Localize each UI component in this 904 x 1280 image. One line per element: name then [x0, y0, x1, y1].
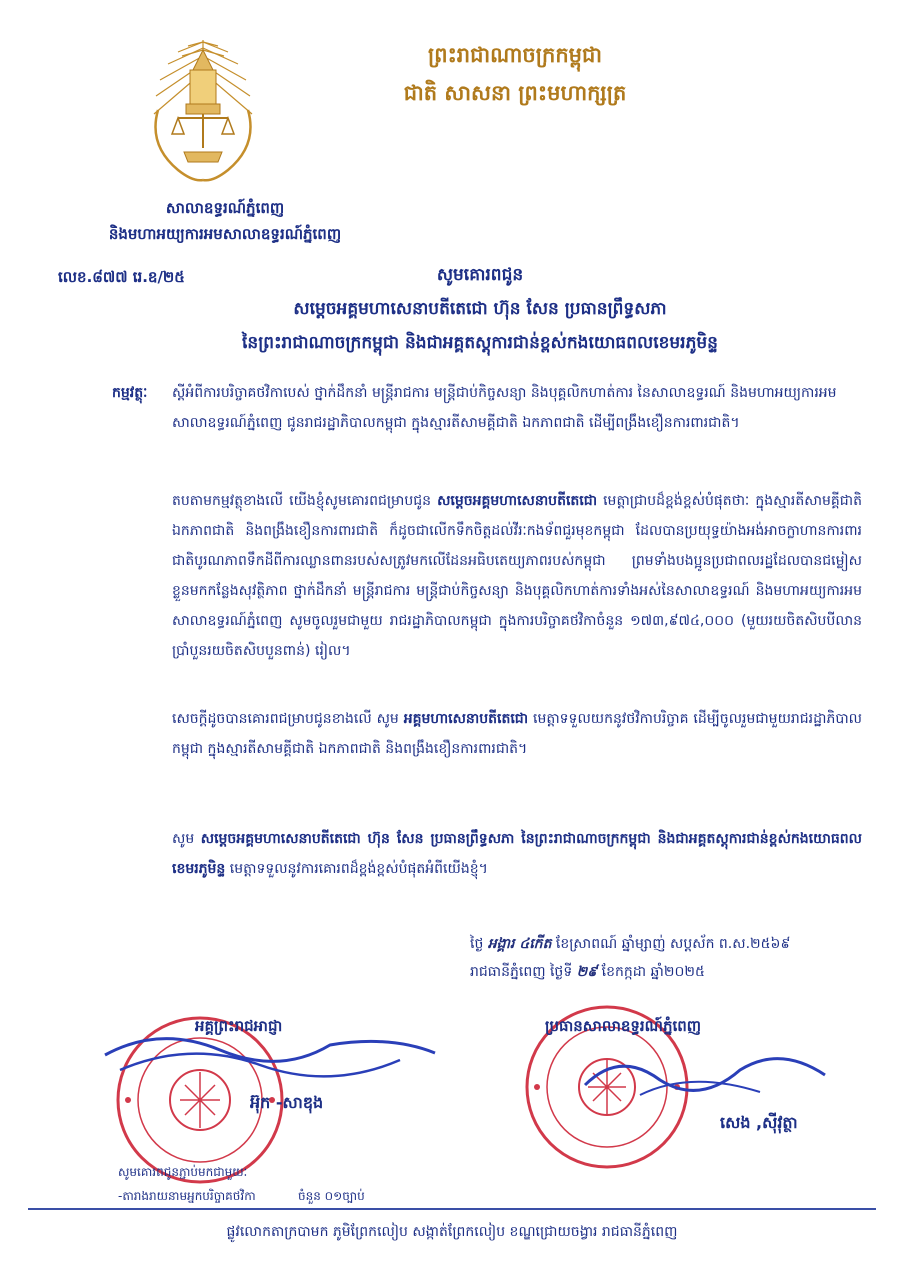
national-motto: ជាតិ សាសនា ព្រះមហាក្សត្រ — [403, 81, 627, 105]
reference-number: លេខ.៨៧៧ រេ.ឧ/២៥ — [58, 268, 185, 286]
addressee-block — [120, 258, 840, 360]
body-paragraph-1 — [172, 486, 862, 666]
greeting: សូមគោរពជូន — [436, 265, 524, 285]
left-signature-icon — [100, 1015, 440, 1085]
lunar-prefix: ថ្ងៃ — [470, 936, 484, 952]
p1-bold: សម្តេចអគ្គមហាសេនាបតីតេជោ — [437, 493, 598, 509]
solar-rest: ខែកក្កដា ឆ្នាំ២០២៥ — [601, 964, 705, 980]
kingdom-heading — [360, 36, 670, 112]
subject-text: ស្ដីអំពីការបរិច្ចាគថវិកាបេស់ ថ្នាក់ដឹកនាំ មន្ត្រីរាជការ មន្ត្រីជាប់កិច្ចសន្យា និងបុគ្គលិកហាត់ការ នៃសាលាឧទ្ធរណ៍ និងមហាអយ្យការអមសាលាឧទ្ធរណ៍ភ្នំពេញ ជូនរាជរដ្ឋាភិបាលកម្ពុជា ក្នុងស្មារតីសាមគ្គីជាតិ ឯកភាពជាតិ ដើម្បីពង្រឹងខឿនការពារជាតិ។ — [172, 385, 837, 431]
office-line-1: សាលាឧទ្ធរណ៍ភ្នំពេញ — [165, 199, 285, 217]
right-signature-icon — [580, 1040, 830, 1110]
p3-text-before: សូម — [172, 831, 201, 847]
attachment-count: ចំនួន ០១ច្បាប់ — [298, 1189, 365, 1203]
office-line-2: និងមហាអយ្យការអមសាលាឧទ្ធរណ៍ភ្នំពេញ — [108, 225, 342, 243]
body-paragraph-3 — [172, 824, 862, 884]
p1-text-after: មេត្តាជ្រាបដ៏ខ្ពង់ខ្ពស់បំផុតថាៈ ក្នុងស្មារតីសាមគ្គីជាតិ ឯកភាពជាតិ និងពង្រឹងខឿនការពារជាតិ ក៏ដូចជាលើកទឹកចិត្តដល់វីរៈកងទ័ពជួរមុខកម្ពុជា ដែលបានប្រយុទ្ធយ៉ាងអង់អាចក្លាហានការពារជាតិបូរណភាពទឹកដីពីការឈ្លានពានរបស់សត្រូវមកលើដែនអធិបតេយ្យភាពរបស់កម្ពុជា ព្រមទាំងបងប្អូនប្រជាពលរដ្ឋដែលបានជម្លៀសខ្លួនមកកន្លែងសុវត្ថិភាព ថ្នាក់ដឹកនាំ មន្ត្រីរាជការ មន្ត្រីជាប់កិច្ចសន្យា និងបុគ្គលិកហាត់ការទាំងអស់នៃសាលាឧទ្ធរណ៍ និងមហាអយ្យការអមសាលាឧទ្ធរណ៍ភ្នំពេញ សូមចូលរួមជាមួយ រាជរដ្ឋាភិបាលកម្ពុជា ក្នុងការបរិច្ចាគថវិកាចំនួន ១៧៣,៩៧៤,០០០ (មួយរយចិតសិបបីលាន ប្រាំបួនរយចិតសិបបួនពាន់) រៀល។ — [172, 493, 862, 659]
right-signatory-title: ប្រធានសាលាឧទ្ធរណ៍ភ្នំពេញ — [545, 1017, 702, 1035]
solar-prefix: រាជធានីភ្នំពេញ ថ្ងៃទី — [470, 964, 573, 980]
addressee-name: សម្តេចអគ្គមហាសេនាបតីតេជោ ហ៊ុន សែន ប្រធានព្រឹទ្ធសភា — [293, 299, 667, 319]
left-signatory-name: អ៊ុក -សាឌុង — [250, 1093, 324, 1112]
p3-bold: សម្តេចអគ្គមហាសេនាបតីតេជោ ហ៊ុន សែន ប្រធានព្រឹទ្ធសភា នៃព្រះរាជាណាចក្រកម្ពុជា និងជាអគ្គតស្ដុការជាន់ខ្ពស់កងយោធពលខេមរភូមិន្ទ — [172, 831, 862, 877]
body-paragraph-2 — [172, 704, 862, 764]
left-signatory-title: អគ្គព្រះរាជអាជ្ញា — [195, 1017, 283, 1035]
solar-date — [470, 958, 870, 986]
addressee-title: នៃព្រះរាជាណាចក្រកម្ពុជា និងជាអគ្គតស្ដុការជាន់ខ្ពស់កងយោធពលខេមរភូមិន្ទ — [242, 333, 718, 353]
p2-text-after: មេត្តាទទួលយកនូវថវិកាបរិច្ចាគ ដើម្បីចូលរួមជាមួយរាជរដ្ឋាភិបាលកម្ពុជា ក្នុងស្មារតីសាមគ្គីជាតិ ឯកភាពជាតិ និងពង្រឹងខឿនការពារជាតិ។ — [172, 711, 862, 757]
subject-label: កម្មវត្ថុៈ — [112, 385, 148, 401]
issuing-office — [70, 195, 380, 247]
lunar-rest: ខែស្រាពណ៍ ឆ្នាំម្សាញ់ សប្តស័ក ព.ស.២៥៦៩ — [555, 936, 791, 952]
p3-text-after: មេត្តាទទួលនូវការគោរពដ៏ខ្ពង់ខ្ពស់បំផុតអំពីយើងខ្ញុំ។ — [225, 861, 488, 877]
p2-text-before: សេចក្ដីដូចបានគោរពជម្រាបជូនខាងលើ សូម — [172, 711, 404, 727]
attachment-note — [118, 1160, 365, 1208]
subject-block — [112, 378, 862, 438]
attachment-label: សូមគោរពជូនភ្ជាប់មកជាមួយៈ — [118, 1165, 248, 1179]
p1-text-before: តបតាមកម្មវត្ថុខាងលើ យើងខ្ញុំសូមគោរពជម្រាបជូន — [172, 493, 438, 509]
right-signatory-name: សេង ,ស៊ីវុត្ថា — [720, 1113, 798, 1132]
solar-handwritten: ២៩ — [576, 964, 598, 980]
p2-bold: អគ្គមហាសេនាបតីតេជោ — [403, 711, 529, 727]
footer-address: ផ្លូវលោកតាក្របាមក ភូមិព្រែកលៀប សង្កាត់ព្រែកលៀប ខណ្ឌជ្រោយចង្វារ រាជធានីភ្នំពេញ — [226, 1224, 678, 1240]
court-emblem-icon — [138, 30, 268, 195]
kingdom-title: ព្រះរាជាណាចក្រកម្ពុជា — [427, 43, 602, 67]
footer-divider — [28, 1208, 876, 1210]
attachment-item: -តារាងរាយនាមអ្នកបរិច្ចាគថវិកា — [118, 1189, 256, 1203]
date-block — [470, 930, 870, 986]
lunar-date — [470, 930, 870, 958]
lunar-handwritten: អង្គារ ៤កើត — [487, 936, 552, 952]
